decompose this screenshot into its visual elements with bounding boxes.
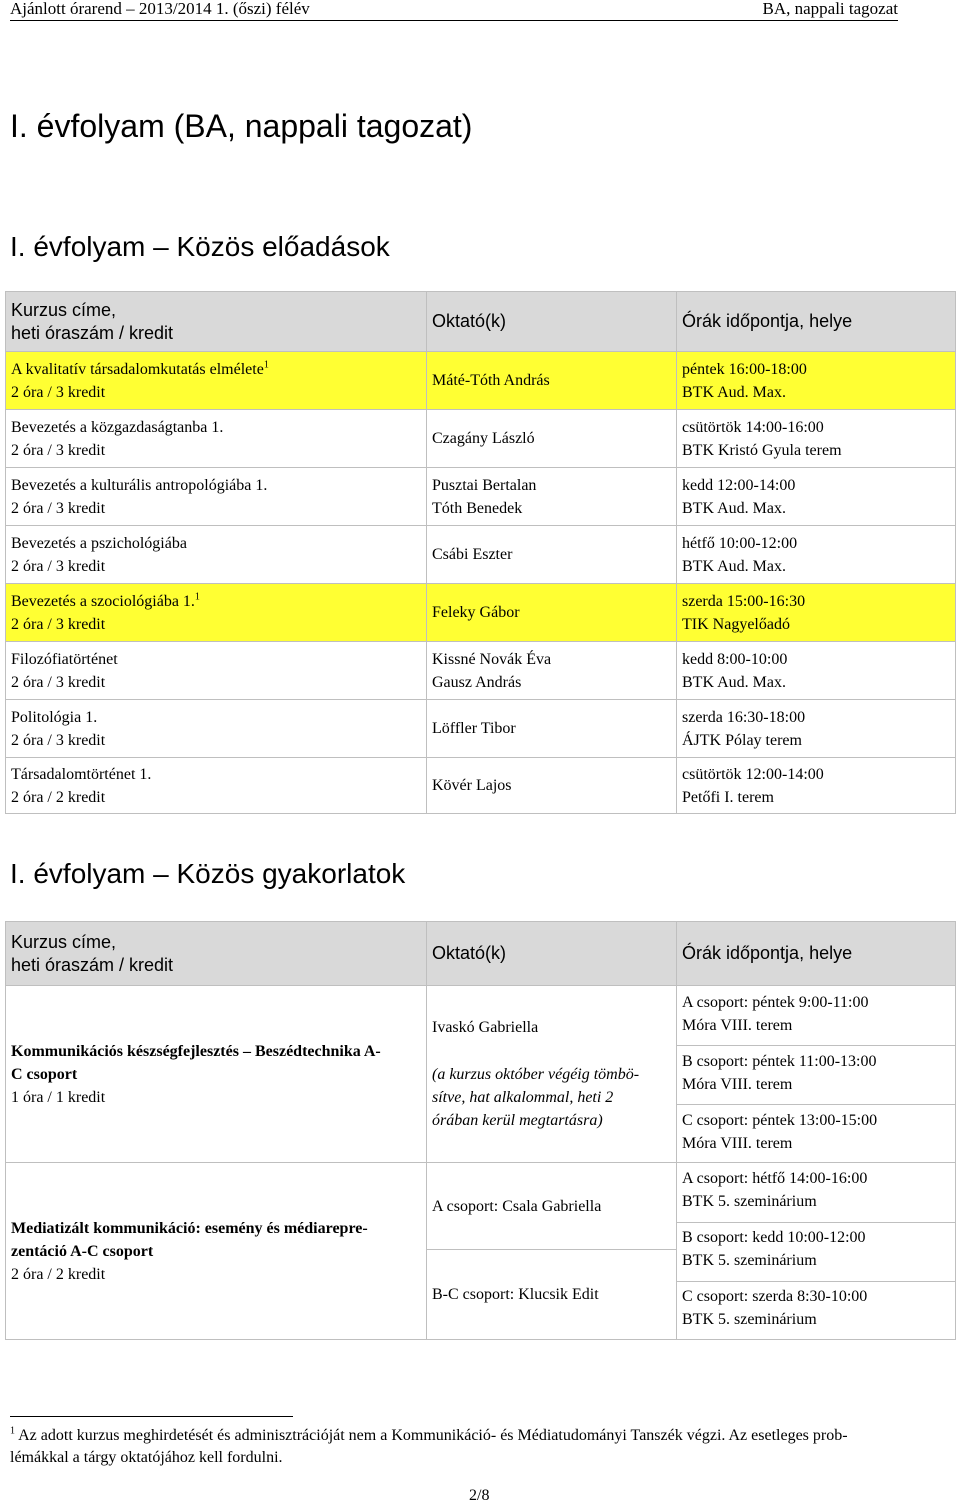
session-time: kedd 12:00-14:00 <box>682 476 796 494</box>
table-row <box>6 526 956 584</box>
header-program: BA, nappali tagozat <box>762 0 898 18</box>
footnote-mark: 1 <box>10 1425 15 1437</box>
teacher-cell <box>427 758 677 814</box>
course-credit: 2 óra / 3 kredit <box>11 441 106 459</box>
practicals-table <box>5 921 956 1340</box>
course-cell <box>6 700 427 758</box>
table-row <box>6 352 956 410</box>
course-title: Bevezetés a kulturális antropológiába 1. <box>11 476 268 494</box>
group-b-slot: B csoport: kedd 10:00-12:00 BTK 5. szeminárium <box>677 1222 955 1281</box>
running-header <box>10 0 898 21</box>
course-title: Bevezetés a pszichológiába <box>11 534 187 552</box>
time-cell <box>677 642 956 700</box>
col-time-header: Órák időpontja, helye <box>677 922 956 986</box>
time-cell <box>677 526 956 584</box>
session-time: csütörtök 14:00-16:00 <box>682 418 824 436</box>
group-b-slot: B csoport: péntek 11:00-13:00 Móra VIII. terem <box>677 1045 955 1104</box>
teacher-cell <box>427 410 677 468</box>
teacher-name: Gausz András <box>432 673 522 691</box>
teacher-cell <box>427 352 677 410</box>
course-cell <box>6 1163 427 1340</box>
table-row <box>6 700 956 758</box>
teacher-name: Feleky Gábor <box>432 604 520 621</box>
footnote <box>10 1425 940 1469</box>
course-title: Politológia 1. <box>11 708 98 726</box>
col-course-header: Kurzus címe, heti óraszám / kredit <box>6 292 427 352</box>
time-cell <box>677 986 956 1163</box>
course-cell <box>6 410 427 468</box>
course-title: Kommunikációs készségfejlesztés – Beszédtechnika A- C csoport <box>11 1042 381 1083</box>
table-row <box>6 986 956 1163</box>
teacher-cell <box>427 700 677 758</box>
group-c-slot: C csoport: péntek 13:00-15:00 Móra VIII. terem <box>677 1104 955 1162</box>
session-place: BTK Kristó Gyula terem <box>682 441 842 459</box>
session-time: szerda 15:00-16:30 <box>682 592 806 610</box>
session-place: BTK Aud. Max. <box>682 673 786 691</box>
course-title: Bevezetés a szociológiába 1.$^1$ <box>11 591 200 610</box>
course-title: Bevezetés a közgazdaságtanba 1. <box>11 418 224 436</box>
course-credit: 2 óra / 3 kredit <box>11 673 106 691</box>
footnote-text-line2: lémákkal a tárgy oktatójához kell fordulni. <box>10 1449 283 1466</box>
session-place: TIK Nagyelőadó <box>682 615 790 633</box>
teacher-cell <box>427 468 677 526</box>
practicals-header-row <box>6 922 956 986</box>
session-time: hétfő 10:00-12:00 <box>682 534 798 552</box>
teacher-group-a: A csoport: Csala Gabriella <box>432 1197 602 1215</box>
course-credit: 1 óra / 1 kredit <box>11 1088 106 1106</box>
teacher-name: Csábi Eszter <box>432 546 513 563</box>
course-credit: 2 óra / 2 kredit <box>11 788 106 806</box>
teacher-name: Pusztai Bertalan <box>432 476 537 494</box>
course-cell <box>6 584 427 642</box>
course-cell <box>6 526 427 584</box>
session-time: szerda 16:30-18:00 <box>682 708 806 726</box>
teacher-name: Czagány László <box>432 430 535 447</box>
group-a-slot: A csoport: hétfő 14:00-16:00 BTK 5. szeminárium <box>682 1169 868 1210</box>
session-time: péntek 16:00-18:00 <box>682 360 807 378</box>
teacher-cell <box>427 642 677 700</box>
footnote-ref: 1 <box>194 591 200 603</box>
col-course-header: Kurzus címe, heti óraszám / kredit <box>6 922 427 986</box>
table-row <box>6 758 956 814</box>
page-number: 2/8 <box>469 1487 490 1504</box>
teacher-cell <box>427 986 677 1163</box>
group-c-slot: C csoport: szerda 8:30-10:00 BTK 5. szeminárium <box>677 1281 955 1339</box>
time-cell <box>677 1163 956 1340</box>
course-credit: 2 óra / 3 kredit <box>11 731 106 749</box>
header-document-title: Ajánlott órarend – 2013/2014 1. (őszi) félév <box>10 0 310 18</box>
course-credit: 2 óra / 3 kredit <box>11 383 106 401</box>
course-credit: 2 óra / 2 kredit <box>11 1265 106 1283</box>
teacher-group-bc: B-C csoport: Klucsik Edit <box>427 1249 676 1339</box>
col-teacher-header: Oktató(k) <box>427 922 677 986</box>
teacher-name: Löffler Tibor <box>432 720 516 737</box>
time-cell <box>677 468 956 526</box>
teacher-cell <box>427 526 677 584</box>
table-row <box>6 642 956 700</box>
lectures-table <box>5 291 956 814</box>
time-cell <box>677 700 956 758</box>
session-time: kedd 8:00-10:00 <box>682 650 788 668</box>
course-cell <box>6 986 427 1163</box>
session-place: BTK Aud. Max. <box>682 383 786 401</box>
course-cell <box>6 352 427 410</box>
lectures-section-title: I. évfolyam – Közös előadások <box>10 231 390 262</box>
teacher-name: Kissné Novák Éva <box>432 650 552 668</box>
group-a-slot: A csoport: péntek 9:00-11:00 Móra VIII. terem <box>682 993 869 1034</box>
table-row <box>6 468 956 526</box>
col-teacher-header: Oktató(k) <box>427 292 677 352</box>
footnote-divider <box>10 1416 293 1417</box>
time-cell <box>677 584 956 642</box>
course-title: Mediatizált kommunikáció: esemény és médiarepre- zentáció A-C csoport <box>11 1219 368 1260</box>
course-title: Társadalomtörténet 1. <box>11 765 152 783</box>
col-time-header: Órák időpontja, helye <box>677 292 956 352</box>
course-credit: 2 óra / 3 kredit <box>11 615 106 633</box>
course-note: (a kurzus október végéig tömbö- sítve, hat alkalommal, heti 2 órában kerül megtartásra) <box>432 1066 640 1129</box>
session-place: Petőfi I. terem <box>682 788 774 806</box>
teacher-name: Tóth Benedek <box>432 499 523 517</box>
time-cell <box>677 352 956 410</box>
teacher-name: Máté-Tóth András <box>432 372 550 389</box>
table-row <box>6 1163 956 1340</box>
course-credit: 2 óra / 3 kredit <box>11 499 106 517</box>
teacher-name: Ivaskó Gabriella <box>432 1019 539 1036</box>
teacher-cell <box>427 1163 677 1340</box>
session-time: csütörtök 12:00-14:00 <box>682 765 824 783</box>
course-cell <box>6 468 427 526</box>
time-cell <box>677 410 956 468</box>
session-place: BTK Aud. Max. <box>682 499 786 517</box>
footnote-text-line1: Az adott kurzus meghirdetését és adminisztrációját nem a Kommunikáció- és Médiatudományi Tanszék végzi. Az esetleges prob- <box>18 1427 848 1444</box>
session-place: BTK Aud. Max. <box>682 557 786 575</box>
course-cell <box>6 758 427 814</box>
course-credit: 2 óra / 3 kredit <box>11 557 106 575</box>
table-row <box>6 410 956 468</box>
time-cell <box>677 758 956 814</box>
course-title: A kvalitatív társadalomkutatás elmélete$^1$ <box>11 359 269 378</box>
page-title: I. évfolyam (BA, nappali tagozat) <box>10 108 473 144</box>
course-title: Filozófiatörténet <box>11 650 118 668</box>
lectures-header-row <box>6 292 956 352</box>
practicals-section-title: I. évfolyam – Közös gyakorlatok <box>10 858 406 889</box>
footnote-ref: 1 <box>263 359 269 371</box>
teacher-cell <box>427 584 677 642</box>
teacher-name: Kövér Lajos <box>432 777 512 794</box>
table-row <box>6 584 956 642</box>
course-cell <box>6 642 427 700</box>
session-place: ÁJTK Pólay terem <box>682 731 802 749</box>
